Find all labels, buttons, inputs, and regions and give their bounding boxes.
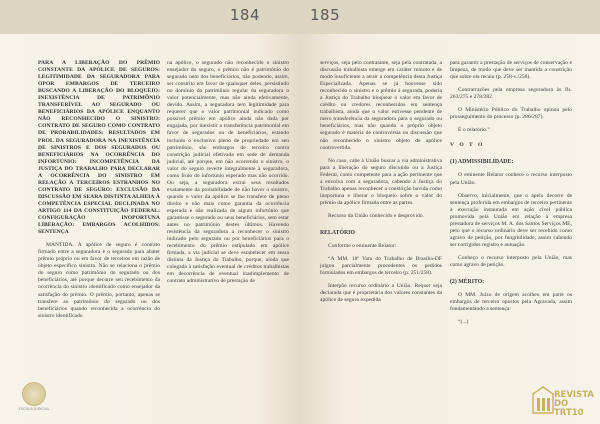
paragraph: para garantir a prestação de serviços de conservação e limpeza, de modo que deve ser mantida a constrição que sobre ela recaiu (p. 258-v./258). (450, 60, 572, 81)
page-number-right: 185 (310, 6, 341, 24)
ementa-caps: PARA A LIBERAÇÃO DO PRÊMIO CONSTANTE DA APÓLICE DE SEGUROS: LEGITIMIDADE DA SEGURADORA PARA OPOR EMBARGOS DE TERCEIRO BUSCANDO A LIBERAÇÃO DO BLOQUEIO: INEXISTÊNCIA DE PATRIMÔNIO TRANSFERÍVEL AO SEGURADO OU BENEFICIÁRIOS DA APÓLICE ENQUANTO NÃO RECONHECIDO O SINISTRO: CONTRATO DE SEGURO COMO CONTRATO DE PROBABILIDADES: RESULTADOS EM PROL DA SEGURADORA NA INEXISTÊNCIA DE SINISTROS E DOS SEGURADOS OU BENEFICIÁRIOS NA OCORRÊNCIA DO INFORTÚNIO: INCOMPETÊNCIA DA JUSTIÇA DO TRABALHO PARA DECLARAR A OCORRÊNCIA DO SINISTRO EM RELAÇÃO A TERCEIROS ESTRANHOS NO CONTRATO DE SEGURO: EXCLUSÃO DA DISCUSSÃO EM SEARA DISTINTA ALHEIA À COMPETÊNCIA ESPECIAL DECLINADA NO ARTIGO 114 DA CONSTITUIÇÃO FEDERAL: CONFIGURAÇÃO INOPORTUNA LIBERAÇÃO: EMBARGOS ACOLHIDOS: SENTENÇA (38, 60, 160, 236)
heading-voto: V O T O (450, 142, 485, 149)
heading-merito: (2) MÉRITO: (450, 279, 485, 286)
heading-admissibilidade: (1) ADMISSIBILIDADE: (450, 159, 514, 166)
paragraph: O Ministério Público do Trabalho opinou pelo prosseguimento do processo (p. 286/287). (450, 107, 572, 121)
left-column-2 (167, 60, 289, 292)
paragraph: Interpõe recurso ordinário a União. Requer seja declarada que é proprietária dos valores constantes da apólice de seguro expedida (320, 283, 442, 304)
paragraph: Recurso da União conhecido e desprovido. (328, 212, 424, 219)
paragraph: serviços, seja pelo contratante, seja pela contratada, a discussão trabalhista emerge em caráter remoto e de modo insuficiente a atrair a competência desta Justiça Especializada. Apenas se já houvesse sido reconhecido o sinistro e o prêmio à segurada, poderia a Justiça do Trabalho bloquear o valor em favor de crédito ou credores reconhecidos em sentença trabalhista, ainda que o valor estivesse pendente de mero transferência da seguradora para o segurado ou beneficiários, mas não quando o próprio objeto segurado é matéria de controvérsia ou discussão que não reconhecido o sinistro objeto de apólice controvertida. (320, 60, 442, 151)
paragraph: O MM. Juízo de origem acolheu em parte os embargos de terceiro opostos pela Agravada, assim fundamentando a sentença: (450, 292, 572, 313)
paragraph: Conheço o recurso interposto pela União, mas como agravo de petição. (450, 254, 572, 268)
logo-caption: ESCOLA JUDICIAL (18, 407, 50, 411)
seal-icon (22, 382, 46, 406)
right-page (300, 0, 600, 424)
header-band-right (300, 0, 600, 34)
logo-title-line1: REVISTA (554, 390, 594, 400)
trt-mark-icon (532, 386, 554, 414)
paragraph: No caso, cabe à União buscar a via administrativa para a liberação do seguro discutido ou a Justiça Federal, como competente para a ação pertinente que a envolva com a seguradora, cabendo à Justiça do Trabalho apenas reconhecer a constrição havida como inoportuna e liberar o bloqueio sobre o valor do prêmio da apólice firmada entre as partes. (320, 157, 442, 206)
paragraph: É o relatório.” (458, 127, 490, 134)
left-column-1 (38, 60, 160, 326)
paragraph: Contrarrazões pela empresa seguradora às fls. 263/275 e 278/282. (450, 87, 572, 101)
paragraph: Conforme o eminente Relator: (328, 243, 397, 250)
heading-relatorio: RELATÓRIO (320, 229, 356, 236)
paragraph: O eminente Relator conhece o recurso interposto pela União. (450, 172, 572, 186)
escola-judicial-logo (14, 382, 54, 418)
quote-paragraph: “A MM. 18ª Vara do Trabalho de Brasília-DF julgou parcialmente procedentes os pedidos formulados em embargos de terceiro (p. 251/258). (320, 256, 442, 277)
paragraph: Observo, inicialmente, que o apelo decorre de sentença proferida em embargos de terceiro pertinente à execução instaurada em ação cível pública promovida pela União em relação à empresa prestadora de serviços M. A. dos Santos Serviços ME, pelo que o recurso ordinário deve ser recebido como agravo de petição, por fungibilidade, assim cabendo ser corrigidos registro e autuação. (450, 192, 572, 248)
ementa-continuation: na apólice, o segurado não reconhecido o sinistro ensejador do seguro, o prêmio não é patrimônio do segurado nem dos beneficiários, não podendo, assim, ser constrito em favor de quaisquer deles, persistindo no domínio do patrimônio regular da seguradora o valor potencialmente, mas não ainda efetivamente, devido. Assim, a seguradora tem legitimidade para requerer que o valor patrimonial indicado como possível prêmio em apólice ainda não dada por engajada, por inexistir a transferência patrimonial em favor de segurados ou de beneficiários, estando incluído o exclusivo pleno de propriedade em seu patrimônio, são embargos de terceiro contra constrição judicial efetivada em sede de demanda judicial, até porque, em não ocorrendo o sinistro, o valor do seguro reverte integralmente à seguradora, como fruto do infortúnio esperado mas não ocorrido. Ou seja, a seguradora extrai seus resultados exatamente da probabilidade de não haver o sinistro, quando o valor da apólice se lhe transfere de pleno direito e não mais como garantia da ocorrência esperada e não realizada de algum infortúnio que garantisse o segurado ou seus beneficiários, sem estar antes no patrimônio destes últimos. Havendo resistência da seguradora a reconhecer o sinistro indicado pelo segurado ou por beneficiários para o recebimento do prêmio estipulado em apólice firmada, a via judicial se deve estabelecer em seara distinta da Justiça do Trabalho, porque, ainda que colegada à satisfação eventual de créditos trabalhistas em decorrência de eventual inadimplemento de contrato administrativo de prestação de (167, 60, 289, 285)
ementa-body: MANTIDA. A apólice de seguro é contrato firmado entre a seguradora e o segurado para abater prêmio próprio ou em favor de terceiros em razão de objeto específico sinistro. Não se relaciona o prêmio do seguro como patrimônio do segurado ou dos beneficiários, até porque decorre seu recebimento da ocorrência do sinistro identificado como ensejador da satisfação do prêmio. O prêmio, portanto, apenas se transfere ao patrimônio do segurado ou dos beneficiários quando reconhecida a ocorrência do sinistro identificado (38, 242, 160, 319)
revista-trt10-logo (532, 382, 596, 420)
page-number-left: 184 (229, 6, 260, 24)
right-column-1 (320, 60, 442, 310)
logo-title (554, 391, 596, 418)
right-column-2 (450, 60, 572, 332)
paragraph: “(...) (458, 319, 469, 326)
logo-title-line2: DO TRT10 (554, 399, 584, 418)
